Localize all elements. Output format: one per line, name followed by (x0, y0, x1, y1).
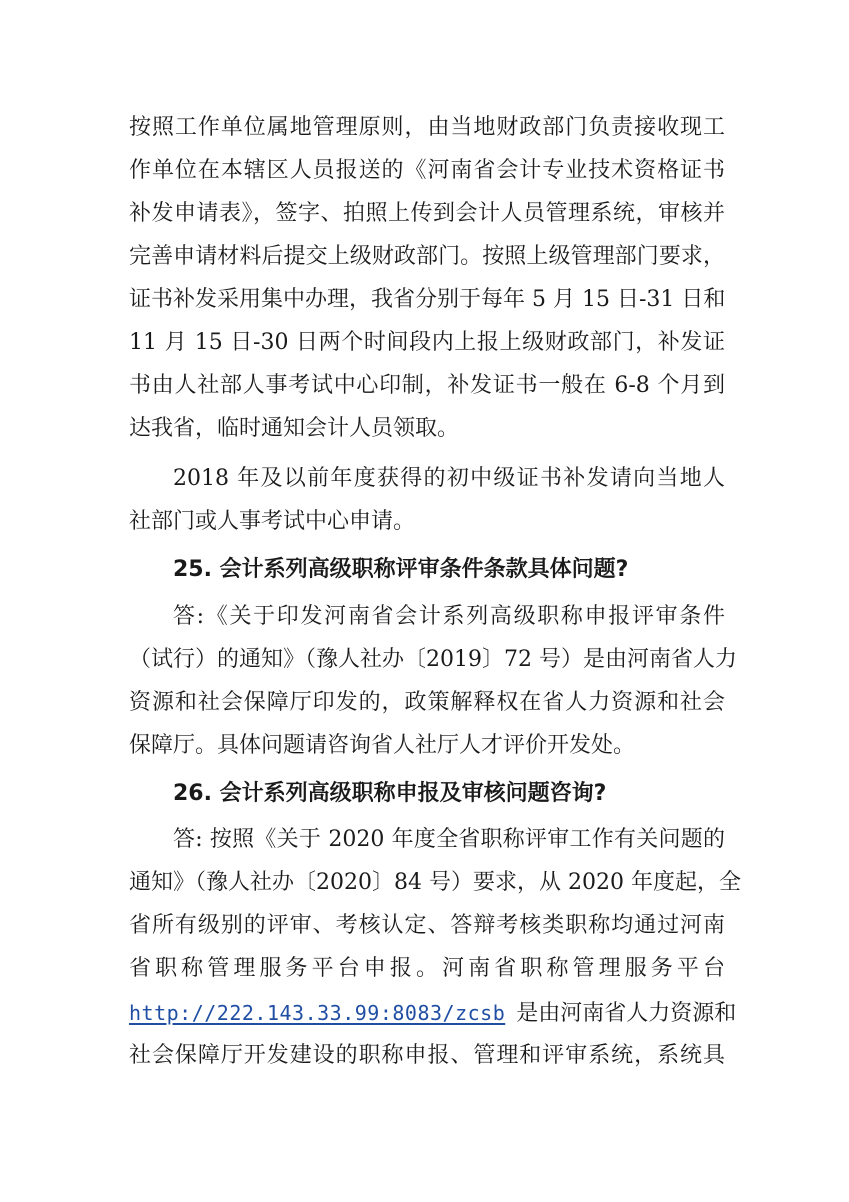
answer-line: 省所有级别的评审、考核认定、答辩考核类职称均通过河南 (129, 913, 725, 938)
answer-line: 答:《关于印发河南省会计系列高级职称申报评审条件 (173, 604, 725, 629)
answer-line: 通知》（豫人社办〔2020〕84 号）要求，从 2020 年度起，全 (129, 870, 741, 895)
platform-link[interactable]: http://222.143.33.99:8083/zcsb (129, 1001, 506, 1025)
answer-line: 资源和社会保障厅印发的，政策解释权在省人力资源和社会 (129, 690, 725, 715)
body-line: 证书补发采用集中办理，我省分别于每年 5 月 15 日-31 日和 (129, 287, 726, 312)
body-line: 社部门或人事考试中心申请。 (129, 509, 416, 534)
body-line: 作单位在本辖区人员报送的《河南省会计专业技术资格证书 (129, 158, 725, 183)
body-line: 11 月 15 日-30 日两个时间段内上报上级财政部门，补发证 (129, 330, 725, 355)
question-26-heading: 26. 会计系列高级职称申报及审核问题咨询? (173, 781, 607, 806)
body-line: 完善申请材料后提交上级财政部门。按照上级管理部门要求， (129, 244, 725, 269)
body-line: 补发申请表》，签字、拍照上传到会计人员管理系统，审核并 (129, 201, 725, 226)
body-line: 按照工作单位属地管理原则，由当地财政部门负责接收现工 (129, 115, 725, 140)
answer-line: 保障厅。具体问题请咨询省人社厅人才评价开发处。 (129, 733, 636, 758)
answer-line-with-link (129, 997, 737, 1030)
answer-line: 省职称管理服务平台申报。河南省职称管理服务平台 (129, 956, 725, 981)
answer-line: 答: 按照《关于 2020 年度全省职称评审工作有关问题的 (173, 827, 725, 852)
answer-line: （试行）的通知》（豫人社办〔2019〕72 号）是由河南省人力 (129, 647, 737, 672)
body-line: 达我省，临时通知会计人员领取。 (129, 416, 460, 441)
answer-line: 社会保障厅开发建设的职称申报、管理和评审系统，系统具 (129, 1043, 725, 1068)
link-trailing-text: 是由河南省人力资源和 (516, 1001, 737, 1026)
body-line: 2018 年及以前年度获得的初中级证书补发请向当地人 (173, 466, 725, 491)
body-line: 书由人社部人事考试中心印制，补发证书一般在 6-8 个月到 (129, 373, 725, 398)
question-25-heading: 25. 会计系列高级职称评审条件条款具体问题? (173, 557, 629, 582)
